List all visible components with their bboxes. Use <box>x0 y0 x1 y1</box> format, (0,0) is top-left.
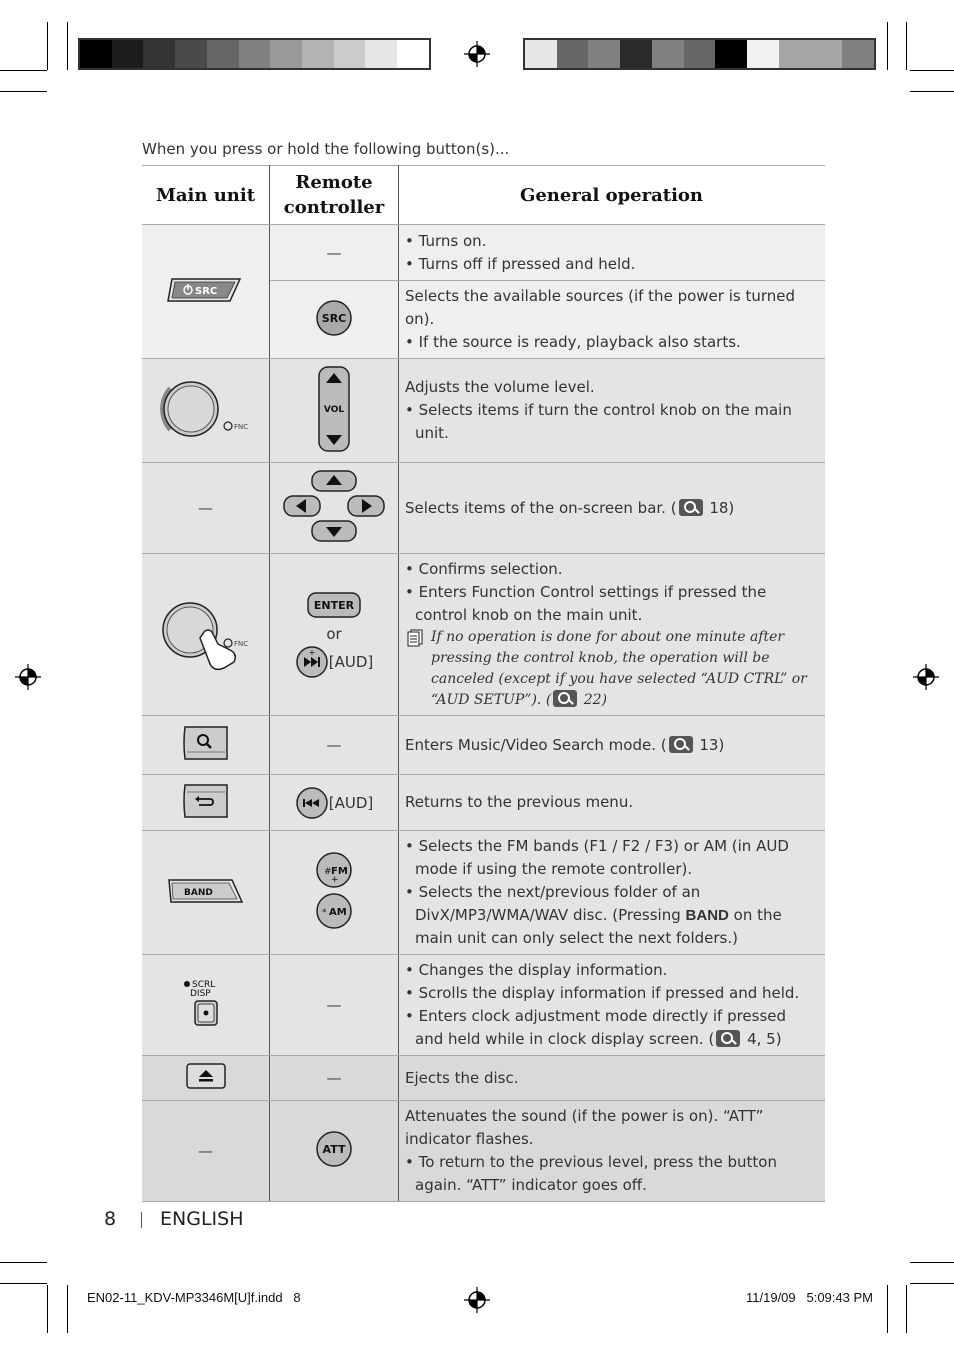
main-unit-eject-cell <box>142 1056 270 1101</box>
list-item: • To return to the previous level, press the button again. “ATT” indicator goes off. <box>405 1153 777 1194</box>
disp-scrl-button-icon <box>176 973 236 1033</box>
remote-arrows-cell <box>270 463 399 554</box>
list-item: • Enters clock adjustment mode directly if pressed and held while in clock display screen. ( 4, 5) <box>405 1007 787 1048</box>
svg-text:FM: FM <box>331 865 348 877</box>
color-swatch <box>652 40 684 68</box>
list-item: • Turns on. <box>405 231 487 250</box>
operation-text <box>399 955 826 1056</box>
search-ref-icon <box>679 499 703 516</box>
intro-text: When you press or hold the following button(s)... <box>142 140 510 158</box>
main-unit-src-cell <box>142 225 270 359</box>
crop-mark <box>887 22 888 70</box>
color-swatch <box>842 40 874 68</box>
color-calibration-bar-left <box>78 38 431 70</box>
search-button-icon <box>181 724 231 762</box>
color-swatch <box>525 40 557 68</box>
color-swatch <box>557 40 589 68</box>
remote-none: — <box>270 716 399 775</box>
crop-mark <box>47 22 48 70</box>
list-item: • Selects the next/previous folder of an DivX/MP3/WMA/WAV disc. (Pressing BAND on the main unit can only select the next folders.) <box>405 883 782 947</box>
remote-none: — <box>270 955 399 1056</box>
main-unit-disp-cell <box>142 955 270 1056</box>
remote-none: — <box>270 1056 399 1101</box>
color-swatch <box>302 40 334 68</box>
remote-next-track-icon <box>295 645 329 679</box>
search-ref-icon <box>716 1030 740 1047</box>
crop-mark <box>47 1285 48 1333</box>
color-swatch <box>810 40 842 68</box>
main-unit-search-cell <box>142 716 270 775</box>
footer-divider <box>141 1212 142 1228</box>
operation-text <box>399 831 826 955</box>
operation-text: Attenuates the sound (if the power is on). “ATT” indicator flashes. • To return to the previous level, press the button again. “ATT” indicator goes off. <box>399 1101 826 1202</box>
svg-text:DISP: DISP <box>189 989 211 999</box>
band-button-icon <box>166 876 246 906</box>
operation-text: Adjusts the volume level. • Selects items if turn the control knob on the main unit. <box>399 359 826 463</box>
remote-enter-cell <box>270 554 399 716</box>
crop-mark <box>887 1285 888 1333</box>
remote-prev-track-icon <box>295 786 329 820</box>
operation-text: Selects items of the on-screen bar. ( 18) <box>399 463 826 554</box>
list-item: • Changes the display information. <box>405 961 668 979</box>
svg-text:ATT: ATT <box>322 1143 346 1156</box>
search-ref-icon <box>553 690 577 707</box>
color-swatch <box>747 40 779 68</box>
back-button-icon <box>181 782 231 820</box>
list-item: • Scrolls the display information if pressed and held. <box>405 984 800 1002</box>
color-calibration-bar-right <box>523 38 876 70</box>
list-item: • Enters Function Control settings if pressed the control knob on the main unit. <box>405 583 767 624</box>
remote-vol-cell <box>270 359 399 463</box>
remote-src-cell <box>270 281 399 359</box>
registration-mark-icon <box>913 664 939 690</box>
list-item: • Selects items if turn the control knob on the main unit. <box>405 401 792 442</box>
remote-fm-am-buttons-icon <box>314 849 354 933</box>
crop-mark <box>0 1283 47 1284</box>
color-swatch <box>143 40 175 68</box>
page-number: 8 <box>104 1208 117 1230</box>
remote-att-cell <box>270 1101 399 1202</box>
eject-button-icon <box>185 1062 227 1090</box>
remote-none: — <box>270 225 399 281</box>
color-swatch <box>397 40 429 68</box>
color-swatch <box>620 40 652 68</box>
crop-mark <box>67 1285 68 1333</box>
aud-label: [AUD] <box>328 652 374 671</box>
color-swatch <box>239 40 271 68</box>
control-knob-rotate-icon <box>156 374 256 444</box>
crop-mark <box>910 70 954 71</box>
crop-mark <box>0 91 47 92</box>
operation-text: Returns to the previous menu. <box>399 775 826 831</box>
color-swatch <box>334 40 366 68</box>
crop-mark <box>910 1262 954 1263</box>
slug-datetime: 11/19/09 5:09:43 PM <box>746 1290 873 1305</box>
svg-text:VOL: VOL <box>323 404 345 415</box>
svg-text:FNC: FNC <box>233 639 248 648</box>
footer-language: ENGLISH <box>160 1208 244 1230</box>
color-swatch <box>207 40 239 68</box>
remote-src-button-icon <box>315 299 353 337</box>
operation-text: Enters Music/Video Search mode. ( 13) <box>399 716 826 775</box>
slug-filename: EN02-11_KDV-MP3346M[U]f.indd 8 <box>87 1290 301 1305</box>
header-remote-controller: Remote controller <box>270 166 399 225</box>
color-swatch <box>779 40 811 68</box>
header-main-unit: Main unit <box>142 166 270 225</box>
color-swatch <box>112 40 144 68</box>
main-unit-knob-cell <box>142 359 270 463</box>
main-unit-none: — <box>142 463 270 554</box>
operation-text: Ejects the disc. <box>399 1056 826 1101</box>
aud-label: [AUD] <box>328 793 374 812</box>
registration-mark-icon <box>464 41 490 67</box>
crop-mark <box>910 1283 954 1284</box>
svg-text:ENTER: ENTER <box>313 598 355 612</box>
or-label: or <box>326 624 342 643</box>
remote-fm-am-cell <box>270 831 399 955</box>
remote-prev-cell <box>270 775 399 831</box>
svg-text:SRC: SRC <box>321 311 347 325</box>
svg-text:FNC: FNC <box>233 422 248 431</box>
remote-arrow-keys-icon <box>282 469 386 543</box>
crop-mark <box>0 70 47 71</box>
registration-mark-icon <box>464 1287 490 1313</box>
svg-text:AM: AM <box>329 906 347 918</box>
crop-mark <box>0 1262 47 1263</box>
src-power-button-icon <box>166 275 246 305</box>
operation-text <box>399 554 826 716</box>
remote-enter-button-icon <box>306 591 362 619</box>
svg-text:BAND: BAND <box>183 887 213 898</box>
remote-vol-rocker-icon <box>317 365 351 453</box>
remote-att-button-icon <box>315 1130 353 1168</box>
crop-mark <box>910 91 954 92</box>
color-swatch <box>588 40 620 68</box>
header-general-operation: General operation <box>399 166 826 225</box>
svg-text:+: + <box>308 647 316 657</box>
color-swatch <box>715 40 747 68</box>
svg-text:+: + <box>331 874 339 885</box>
operation-text: Selects the available sources (if the power is turned on). • If the source is ready, playback also starts. <box>399 281 826 359</box>
svg-text:#: # <box>324 866 332 877</box>
list-item: • Confirms selection. <box>405 560 563 578</box>
control-knob-press-icon <box>156 588 256 678</box>
registration-mark-icon <box>15 664 41 690</box>
main-unit-band-cell <box>142 831 270 955</box>
main-unit-back-cell <box>142 775 270 831</box>
crop-mark <box>67 22 68 70</box>
main-unit-knob-press-cell <box>142 554 270 716</box>
crop-mark <box>906 22 907 70</box>
crop-mark <box>906 1285 907 1333</box>
operation-table <box>142 165 825 1202</box>
main-unit-none: — <box>142 1101 270 1202</box>
svg-text:SCRL: SCRL <box>191 980 215 990</box>
note-text: If no operation is done for about one minute after pressing the control knob, the operation will be canceled (except if you have selected “AUD CTRL” or “AUD SETUP”). ( 22) <box>405 627 818 711</box>
svg-text:SRC: SRC <box>194 285 217 297</box>
search-ref-icon <box>669 736 693 753</box>
list-item: • Turns off if pressed and held. <box>405 254 636 273</box>
color-swatch <box>684 40 716 68</box>
color-swatch <box>80 40 112 68</box>
color-swatch <box>270 40 302 68</box>
note-icon <box>407 629 423 647</box>
list-item: • If the source is ready, playback also starts. <box>405 333 741 351</box>
color-swatch <box>175 40 207 68</box>
operation-text <box>399 225 826 281</box>
svg-text:*: * <box>322 907 327 918</box>
list-item: • Selects the FM bands (F1 / F2 / F3) or AM (in AUD mode if using the remote controller). <box>405 837 789 878</box>
color-swatch <box>365 40 397 68</box>
